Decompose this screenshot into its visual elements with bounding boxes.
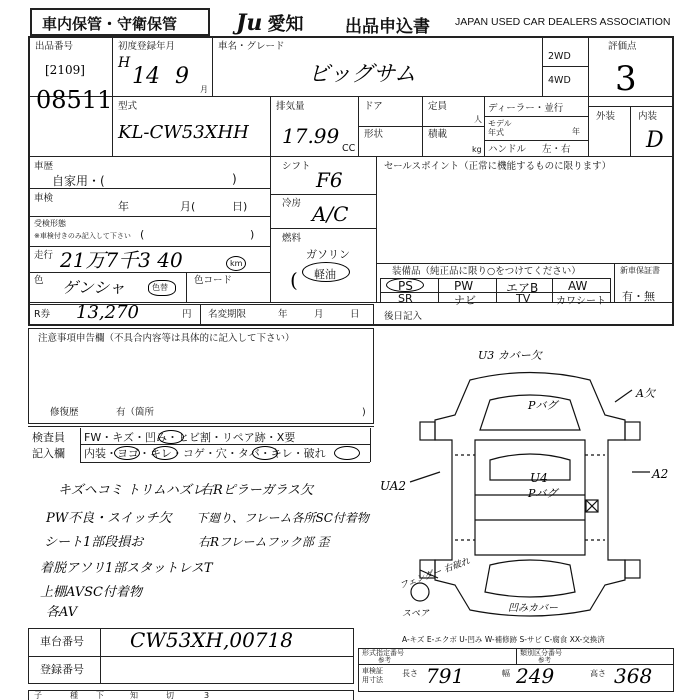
color-change: 色替: [152, 283, 168, 292]
score-value: 3: [615, 59, 637, 99]
divider: [270, 156, 271, 302]
color-code-label: 色コード: [194, 275, 233, 286]
diagram-dent: 凹みカバー: [508, 603, 558, 614]
diagram-a2: A2: [652, 467, 669, 481]
damage-legend: A-キズ E-エクボ U-凹み W-補修跡 S-サビ C-腐食 XX-交換済: [402, 635, 605, 644]
reg-number-label: 登録番号: [40, 663, 84, 676]
recycle-fee-unit: 円: [182, 309, 192, 320]
fuel-diesel: 軽油: [314, 268, 336, 281]
dimension-label: 車検証: [362, 667, 383, 675]
lot-label: 出品番号: [35, 41, 74, 52]
shaken-label: 車検: [34, 193, 54, 204]
load-unit: kg: [472, 145, 482, 154]
divider: [376, 263, 674, 264]
displacement-unit: CC: [342, 143, 356, 154]
title-change-day: 日: [350, 309, 360, 320]
divider: [270, 96, 271, 156]
length-label: 長さ: [402, 669, 418, 678]
note-left-1: キズヘコミ トリムハズレ: [58, 483, 205, 498]
bottom-cell-0: 子: [34, 691, 42, 700]
shaken-year: 年: [118, 200, 129, 213]
divider: [376, 156, 377, 302]
length-value: 791: [426, 664, 465, 688]
chassis-value: CW53XH,00718: [130, 628, 293, 652]
repair-label: 修復歴: [50, 407, 79, 418]
divider: [270, 228, 376, 229]
divider: [80, 462, 370, 463]
recycle-fee-label: R券: [34, 309, 51, 320]
bottom-cell-1: 種: [70, 691, 78, 700]
bottom-cell-2: 下: [96, 691, 104, 700]
mileage-value: 21万7千3 40: [60, 248, 183, 272]
divider: [28, 96, 674, 97]
divider: [614, 263, 615, 302]
recycle-sub: ※車検付きのみ記入して下さい: [34, 232, 131, 240]
diagram-u4: U4: [530, 471, 548, 485]
storage-label: 車内保管・守衛保管: [42, 15, 178, 33]
fuel-gasoline: ガソリン: [306, 248, 350, 261]
fuel-label: 燃料: [282, 233, 302, 244]
recycle-label: 受検形態: [34, 219, 66, 228]
diagram-u3: U3 カバー欠: [478, 349, 542, 362]
divider: [80, 428, 81, 462]
new-warranty-value: 有・無: [622, 290, 655, 303]
sales-point-label: セールスポイント（正常に機能するものに限ります）: [384, 161, 612, 172]
inspector-row-2: 内装・ヨゴ・キレ・コゲ・穴・タバ・キレ・破れ: [84, 447, 326, 460]
steering-value: 左・右: [542, 144, 571, 155]
note-left-2: PW不良・スイッチ欠: [46, 511, 172, 526]
divider: [28, 272, 270, 273]
divider: [28, 156, 674, 157]
model-year-unit: 年: [572, 127, 580, 136]
score-label: 評価点: [608, 41, 637, 52]
class-number-label: 類別区分番号: [520, 649, 562, 657]
mileage-label: 走行: [34, 250, 54, 261]
note-right-1: 右Rピラーガラス欠: [200, 483, 314, 498]
divider: [438, 278, 439, 302]
format-number-sub: 参考: [378, 656, 391, 664]
note-right-3: 右Rフレームフック部 歪: [198, 535, 330, 549]
diagram-fender: フェンダー 右破れ: [398, 556, 472, 592]
equip-pw: PW: [454, 279, 474, 293]
title-change-label: 名変期限: [208, 309, 247, 320]
drive-2wd: 2WD: [548, 51, 571, 62]
shaken-month: 月(: [180, 200, 196, 213]
capacity-unit: 人: [474, 115, 482, 124]
equip-navi: ナビ: [454, 294, 476, 307]
first-reg-month-suffix: 月: [200, 85, 208, 94]
interior-value: D: [646, 128, 664, 153]
note-left-6: 各AV: [46, 605, 78, 620]
bottom-cell-3: 知: [130, 691, 138, 700]
equip-tv: TV: [516, 292, 531, 305]
dimension-label-2: 用寸法: [362, 676, 383, 684]
shaken-day: 日): [232, 200, 248, 213]
diagram-pbug-top: Pバグ: [528, 399, 558, 412]
note-right-2: 下廻り、フレーム各所SC付着物: [196, 511, 369, 525]
equip-ps: PS: [398, 279, 413, 293]
color-label: 色: [34, 275, 44, 286]
history-value: 自家用・(: [52, 174, 105, 188]
equip-airbag: エアB: [506, 281, 539, 295]
first-reg-label: 初度登録年月: [118, 41, 176, 52]
shape-label: 形状: [364, 129, 384, 140]
dealer-label: ディーラー・並行: [488, 103, 564, 114]
divider: [484, 140, 588, 141]
exterior-label: 外装: [596, 111, 616, 122]
height-value: 368: [614, 664, 653, 688]
note-left-3: シート1部段損お: [44, 535, 144, 550]
divider: [28, 656, 354, 657]
first-reg-year: 14: [132, 64, 160, 89]
divider: [496, 278, 497, 302]
diagram-ua2: UA2: [380, 479, 407, 493]
note-left-5: 上棚AVSC付着物: [40, 585, 142, 600]
repair-close: ): [362, 407, 366, 418]
divider: [270, 194, 376, 195]
form-title: 出品申込書: [345, 17, 430, 37]
circle-mark: [158, 430, 184, 444]
divider: [28, 426, 374, 427]
after-label: 後日記入: [384, 311, 423, 322]
capacity-label: 定員: [428, 101, 448, 112]
title-change-year: 年: [278, 309, 288, 320]
equip-seat: カワシート: [556, 296, 606, 307]
model-label: 型式: [118, 101, 138, 112]
chassis-label: 車台番号: [40, 635, 84, 648]
circle-mark: [152, 446, 178, 460]
divider: [28, 246, 270, 247]
recycle-open: (: [140, 228, 145, 241]
format-number-label: 形式指定番号: [362, 649, 404, 657]
divider: [542, 66, 588, 67]
color-value: ゲンシャ: [62, 278, 125, 297]
diagram-a-ketsu: A欠: [636, 387, 655, 400]
divider: [552, 278, 553, 302]
car-name-value: ビッグサム: [308, 62, 417, 87]
diagram-spare: スペア: [402, 609, 430, 619]
divider: [80, 444, 370, 445]
divider: [370, 428, 371, 462]
displacement-label: 排気量: [276, 101, 305, 112]
interior-label: 内装: [638, 111, 658, 122]
displacement-value: 17.99: [282, 124, 340, 148]
recycle-fee-value: 13,270: [76, 302, 139, 323]
load-label: 積載: [428, 129, 448, 140]
shift-value: F6: [316, 168, 343, 192]
divider: [200, 304, 201, 326]
fuel-bracket: (: [290, 268, 298, 292]
equip-sr: SR: [398, 292, 413, 305]
inspector-label-2: 記入欄: [32, 447, 65, 460]
circle-mark: [334, 446, 360, 460]
ju-logo: [236, 10, 304, 36]
divider: [516, 648, 517, 664]
title-change-month: 月: [314, 309, 324, 320]
inspector-label-1: 検査員: [32, 431, 65, 444]
inspector-row-1: FW・キズ・凹み・ヒビ割・リペア跡・X要: [84, 431, 296, 444]
new-warranty-label: 新車保証書: [620, 266, 660, 275]
first-reg-era: H: [118, 55, 131, 71]
lot-number: 08511: [36, 86, 113, 114]
divider: [186, 272, 187, 302]
org-name: 愛知: [267, 14, 304, 35]
repair-value: 有（箇所: [116, 407, 155, 418]
doors-label: ドア: [364, 101, 383, 112]
divider: [588, 106, 674, 107]
steering-label: ハンドル: [488, 144, 527, 155]
divider: [484, 96, 485, 156]
notes-label: 注意事項申告欄（不具合内容等は具体的に記入して下さい）: [38, 333, 295, 344]
divider: [630, 106, 631, 156]
history-close: ): [232, 172, 237, 186]
divider: [28, 216, 270, 217]
diagram-pbug-mid: Pバグ: [528, 487, 558, 500]
recycle-close: ): [250, 228, 255, 241]
divider: [380, 278, 381, 302]
width-value: 249: [516, 664, 555, 688]
drive-4wd: 4WD: [548, 75, 571, 86]
lot-sub-number: [2109]: [45, 63, 85, 77]
bottom-cell-4: 切: [166, 691, 174, 700]
model-value: KL-CW53XHH: [118, 122, 249, 143]
first-reg-month: 9: [175, 64, 189, 89]
history-label: 車歴: [34, 161, 54, 172]
association-name: JAPAN USED CAR DEALERS ASSOCIATION: [455, 16, 671, 28]
model-year-label: モデル 年式: [488, 119, 512, 137]
divider: [358, 126, 484, 127]
class-number-sub: 参考: [538, 656, 551, 664]
note-left-4: 着脱アソリ1部スタットレスT: [40, 561, 213, 576]
car-name-label: 車名・グレード: [218, 41, 285, 52]
divider: [484, 116, 588, 117]
bottom-cell-5: 3: [204, 691, 210, 700]
ju-logo-text: Ju: [236, 10, 263, 36]
divider: [610, 278, 611, 302]
circle-mark: [114, 446, 140, 460]
circle-mark: [252, 446, 278, 460]
width-label: 幅: [502, 669, 510, 678]
divider: [212, 36, 213, 96]
ac-label: 冷房: [282, 198, 302, 209]
height-label: 高さ: [590, 669, 606, 678]
equip-aw: AW: [568, 279, 588, 293]
ac-value: A/C: [312, 202, 349, 226]
divider: [100, 628, 101, 684]
equipment-label: 装備品（純正品に限り○をつけてください）: [392, 266, 581, 277]
mileage-unit: km: [230, 259, 243, 268]
shift-label: シフト: [282, 161, 311, 172]
